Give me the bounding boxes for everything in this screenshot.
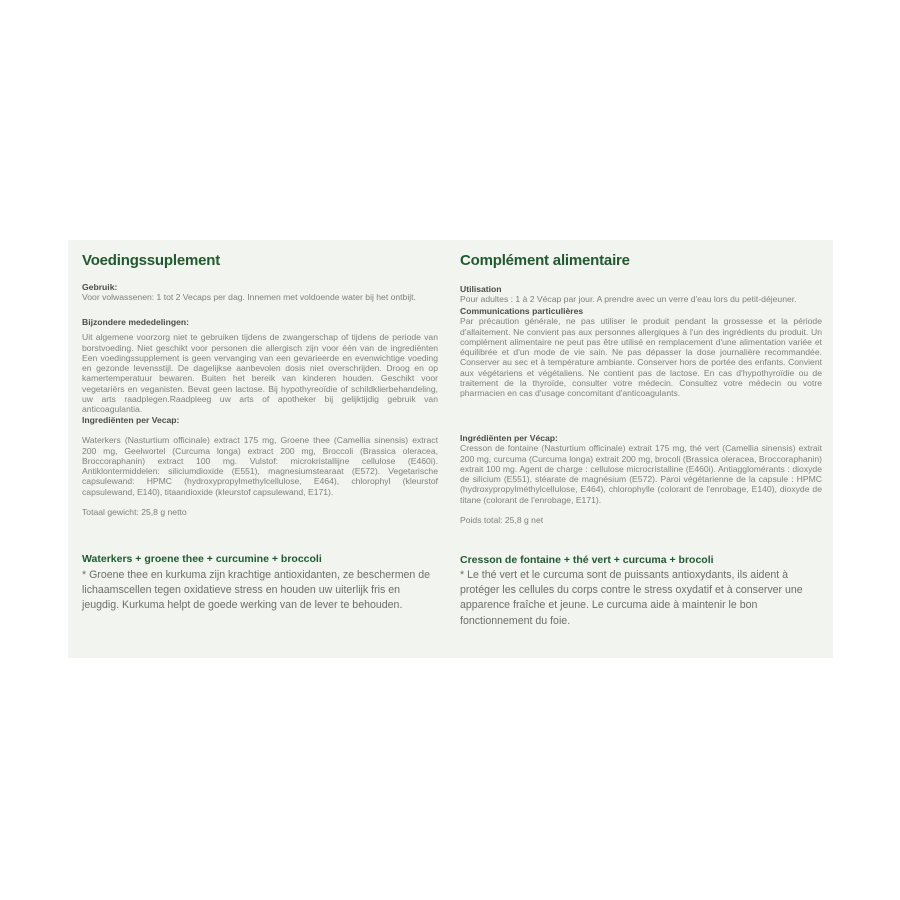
product-label-panel: [68, 240, 833, 658]
nl-notes-heading: Bijzondere mededelingen:: [82, 317, 189, 327]
nl-weight: Totaal gewicht: 25,8 g netto: [82, 507, 187, 518]
nl-usage-heading: Gebruik:: [82, 282, 118, 292]
fr-claim: * Le thé vert et le curcuma sont de puissants antioxydants, ils aident à protéger les cellules du corps contre le stress oxydatif et à conserver une apparence fraîche et jeune. Le curcuma aide à maintenir le bon fonctionnement du foie.: [460, 569, 803, 627]
fr-title: Complément alimentaire: [460, 252, 630, 269]
nl-subtitle: Waterkers + groene thee + curcumine + broccoli: [82, 553, 322, 565]
fr-notes-heading: Communications particulières: [460, 306, 584, 316]
nl-notes-text: Uit algemene voorzorg niet te gebruiken tijdens de zwangerschap of tijdens de periode van borstvoeding. Niet geschikt voor personen die allergisch zijn voor één van de ingrediënten Een voedingssupplement is geen vervanging van een gevarieerde en evenwichtige voeding en gezonde levensstijl. De dagelijkse aanbevolen dosis niet overschrijden. Droog en op kamertemperatuur bewaren. Buiten het bereik van kinderen houden. Geschikt voor vegetariërs en veganisten. Bevat geen lactose. Bij hypothyreoïdie of schildklierbehandeling, uw arts raadplegen.Raadpleeg uw arts of apotheker bij gelijktijdig gebruik van anticoagulantia.: [82, 332, 438, 415]
fr-notes-text: Par précaution générale, ne pas utiliser le produit pendant la grossesse et la période d'allaitement. Ne convient pas aux personnes allergiques à l'un des ingrédients du produit. Un complément alimentaire ne peut pas être utilisé en remplacement d'une alimentation variée et équilibrée et d'un mode de vie sain. Ne pas dépasser la dose journalière recommandée. Conserver au sec et à température ambiante. Conserver hors de portée des enfants. Convient aux végétariens et végétaliens. Ne contient pas de lactose. En cas d'hypothyroïdie ou de traitement de la thyroïde, consulter votre médecin. Consultez votre médecin ou votre pharmacien en cas d'usage concomitant d'anticoagulants.: [460, 316, 822, 399]
nl-usage-section: [82, 282, 438, 303]
nl-claim: * Groene thee en kurkuma zijn krachtige antioxidanten, ze beschermen de lichaamscellen tegen oxidatieve stress en houden uw uiterlijk fris en jeugdig. Kurkuma helpt de goede werking van de lever te behouden.: [82, 569, 431, 612]
nl-ingredients-text: Waterkers (Nasturtium officinale) extract 175 mg, Groene thee (Camellia sinensis) extract 200 mg, Geelwortel (Curcuma longa) extract 200 mg, Broccoli (Brassica oleracea, Broccoraphanin) extract 100 mg. Vulstof: microkristallijne cellulose (E460i). Antiklontermiddelen: siliciumdioxide (E551), magnesiumstearaat (E572). Vegetarische capsulewand: HPMC (hydroxypropylmethylcellulose, E464), chlorophyl (kleurstof capsulewand, E140), titaandioxide (kleurstof capsulewand, E171).: [82, 435, 438, 497]
nl-ingredients-heading: Ingrediënten per Vecap:: [82, 415, 180, 425]
fr-usage-text: Pour adultes : 1 à 2 Vécap par jour. A prendre avec un verre d'eau lors du petit-déjeuner.: [460, 294, 797, 305]
fr-weight: Poids total: 25,8 g net: [460, 515, 544, 526]
fr-notes-section: [460, 306, 822, 399]
nl-title: Voedingssuplement: [82, 252, 221, 269]
nl-ingredients-section: [82, 415, 438, 517]
fr-usage-heading: Utilisation: [460, 284, 502, 294]
fr-usage-section: [460, 284, 822, 305]
fr-ingredients-section: [460, 433, 822, 525]
fr-ingredients-heading: Ingrédiënten per Vécap:: [460, 433, 558, 443]
nl-usage-text: Voor volwassenen: 1 tot 2 Vecaps per dag. Innemen met voldoende water bij het ontbijt.: [82, 292, 416, 303]
fr-subtitle: Cresson de fontaine + thé vert + curcuma + brocoli: [460, 554, 714, 566]
fr-ingredients-text: Cresson de fontaine (Nasturtium officinale) extrait 175 mg, thé vert (Camellia sinensis) extrait 200 mg, curcuma (Curcuma longa) extrait 200 mg, brocoli (Brassica oleracea, Broccoraphanin) extrait 100 mg. Agent de charge : cellulose microcristalline (E460i). Antiagglomérants : dioxyde de silicium (E551), stéarate de magnésium (E572). Paroi végétarienne de la capsule : HPMC (hydroxypropylméthylcellulose, E464), chlorophylle (colorant de l'enrobage, E140), dioxyde de titane (colorant de l'enrobage, E171).: [460, 443, 822, 505]
nl-notes-section: [82, 317, 438, 415]
